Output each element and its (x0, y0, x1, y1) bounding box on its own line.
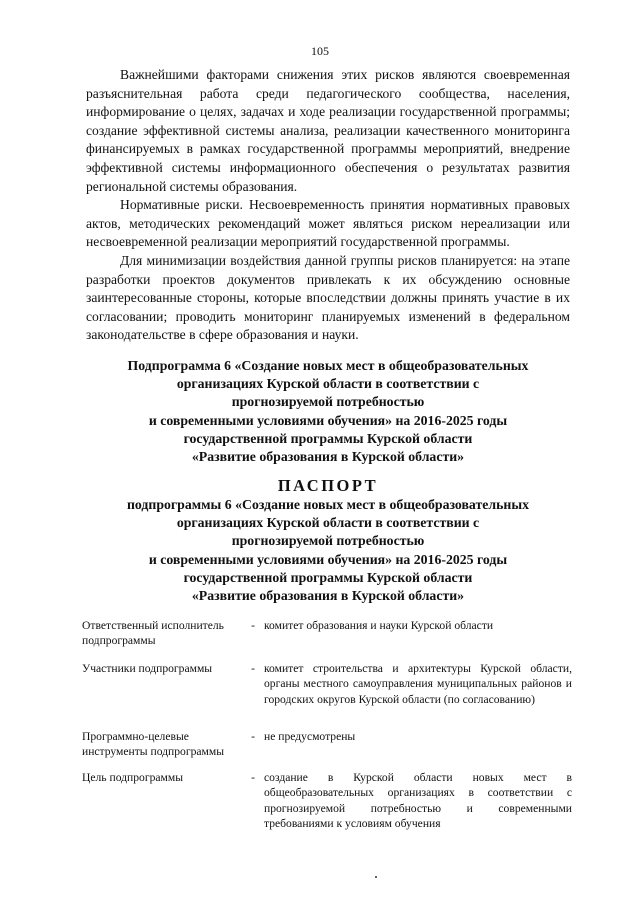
row-dash: - (251, 661, 255, 675)
subprogram-heading-line: «Развитие образования в Курской области» (191, 449, 465, 465)
row-dash: - (251, 770, 255, 784)
page-number: 105 (311, 44, 329, 58)
paragraph-risk-factors: Важнейшими факторами снижения этих рисков являются своевременная разъяснительная работа среди педагогического сообщества, населения, информирование о целях, задачах и ходе реализации государственной программы; создание эффективной системы анализа, реализации качественного мониторинга финансируемых в рамках государственной программы мероприятий, внедрение эффективной системы информационного обеспечения о результатах развития региональной системы образования. (86, 67, 570, 194)
scan-dot (375, 876, 377, 878)
row-dash: - (251, 619, 255, 632)
row-value-responsible: комитет образования и науки Курской области (264, 619, 494, 632)
passport-heading-line: и современными условиями обучения» на 2016-2025 годы (148, 551, 508, 567)
paragraph-normative-risks: Нормативные риски. Несвоевременность принятия нормативных правовых актов, методических рекомендаций может являться риском нереализации или несвоевременной реализации мероприятий государственной программы. (86, 197, 570, 250)
table-row (82, 770, 572, 832)
paragraph-risk-minimization: Для минимизации воздействия данной группы рисков планируется: на этапе разработки проектов документов привлекать к их обсуждению основные заинтересованные стороны, которые впоследствии должны принять участие в их согласовании; проводить мониторинг планируемых изменений в федеральном законодательстве в сфере образования и науки. (86, 252, 570, 343)
row-value-goal: создание в Курской области новых мест в общеобразовательных организациях в соответствии с прогнозируемой потребностью и современными требованиями к условиям обучения (264, 770, 572, 831)
subprogram-heading-line: организациях Курской области в соответствии с (176, 376, 480, 392)
passport-heading-line: «Развитие образования в Курской области» (191, 588, 465, 604)
body-text (86, 66, 570, 345)
row-label-participants: Участники подпрограммы (82, 661, 213, 675)
subprogram-heading-line: государственной программы Курской области (183, 430, 473, 446)
passport-heading-line: подпрограммы 6 «Создание новых мест в общеобразовательных (126, 497, 530, 512)
row-label-instruments: Программно-целевые инструменты подпрограммы (82, 730, 225, 759)
row-value-instruments: не предусмотрены (264, 730, 356, 744)
table-row (82, 661, 572, 707)
subprogram-heading-line: Подпрограмма 6 «Создание новых мест в общеобразовательных (127, 358, 529, 373)
passport-table (82, 618, 572, 831)
table-row (82, 729, 572, 760)
row-dash: - (251, 730, 255, 744)
passport-heading-line: организациях Курской области в соответствии с (176, 515, 480, 531)
passport-heading-line: государственной программы Курской области (183, 569, 473, 585)
subprogram-heading-line: прогнозируемой потребностью (231, 394, 425, 410)
subprogram-heading-line: и современными условиями обучения» на 2016-2025 годы (148, 412, 508, 428)
passport-heading (86, 476, 570, 605)
row-label-responsible: Ответственный исполнитель подпрограммы (82, 619, 224, 648)
passport-heading-line: прогнозируемой потребностью (231, 533, 425, 549)
row-value-participants: комитет строительства и архитектуры Курской области, органы местного самоуправления муниципальных районов и городских округов Курской области (по согласованию) (264, 661, 572, 706)
passport-title: ПАСПОРТ (277, 476, 379, 495)
table-row (82, 618, 572, 649)
subprogram-heading (86, 357, 570, 466)
row-label-goal: Цель подпрограммы (82, 770, 184, 784)
